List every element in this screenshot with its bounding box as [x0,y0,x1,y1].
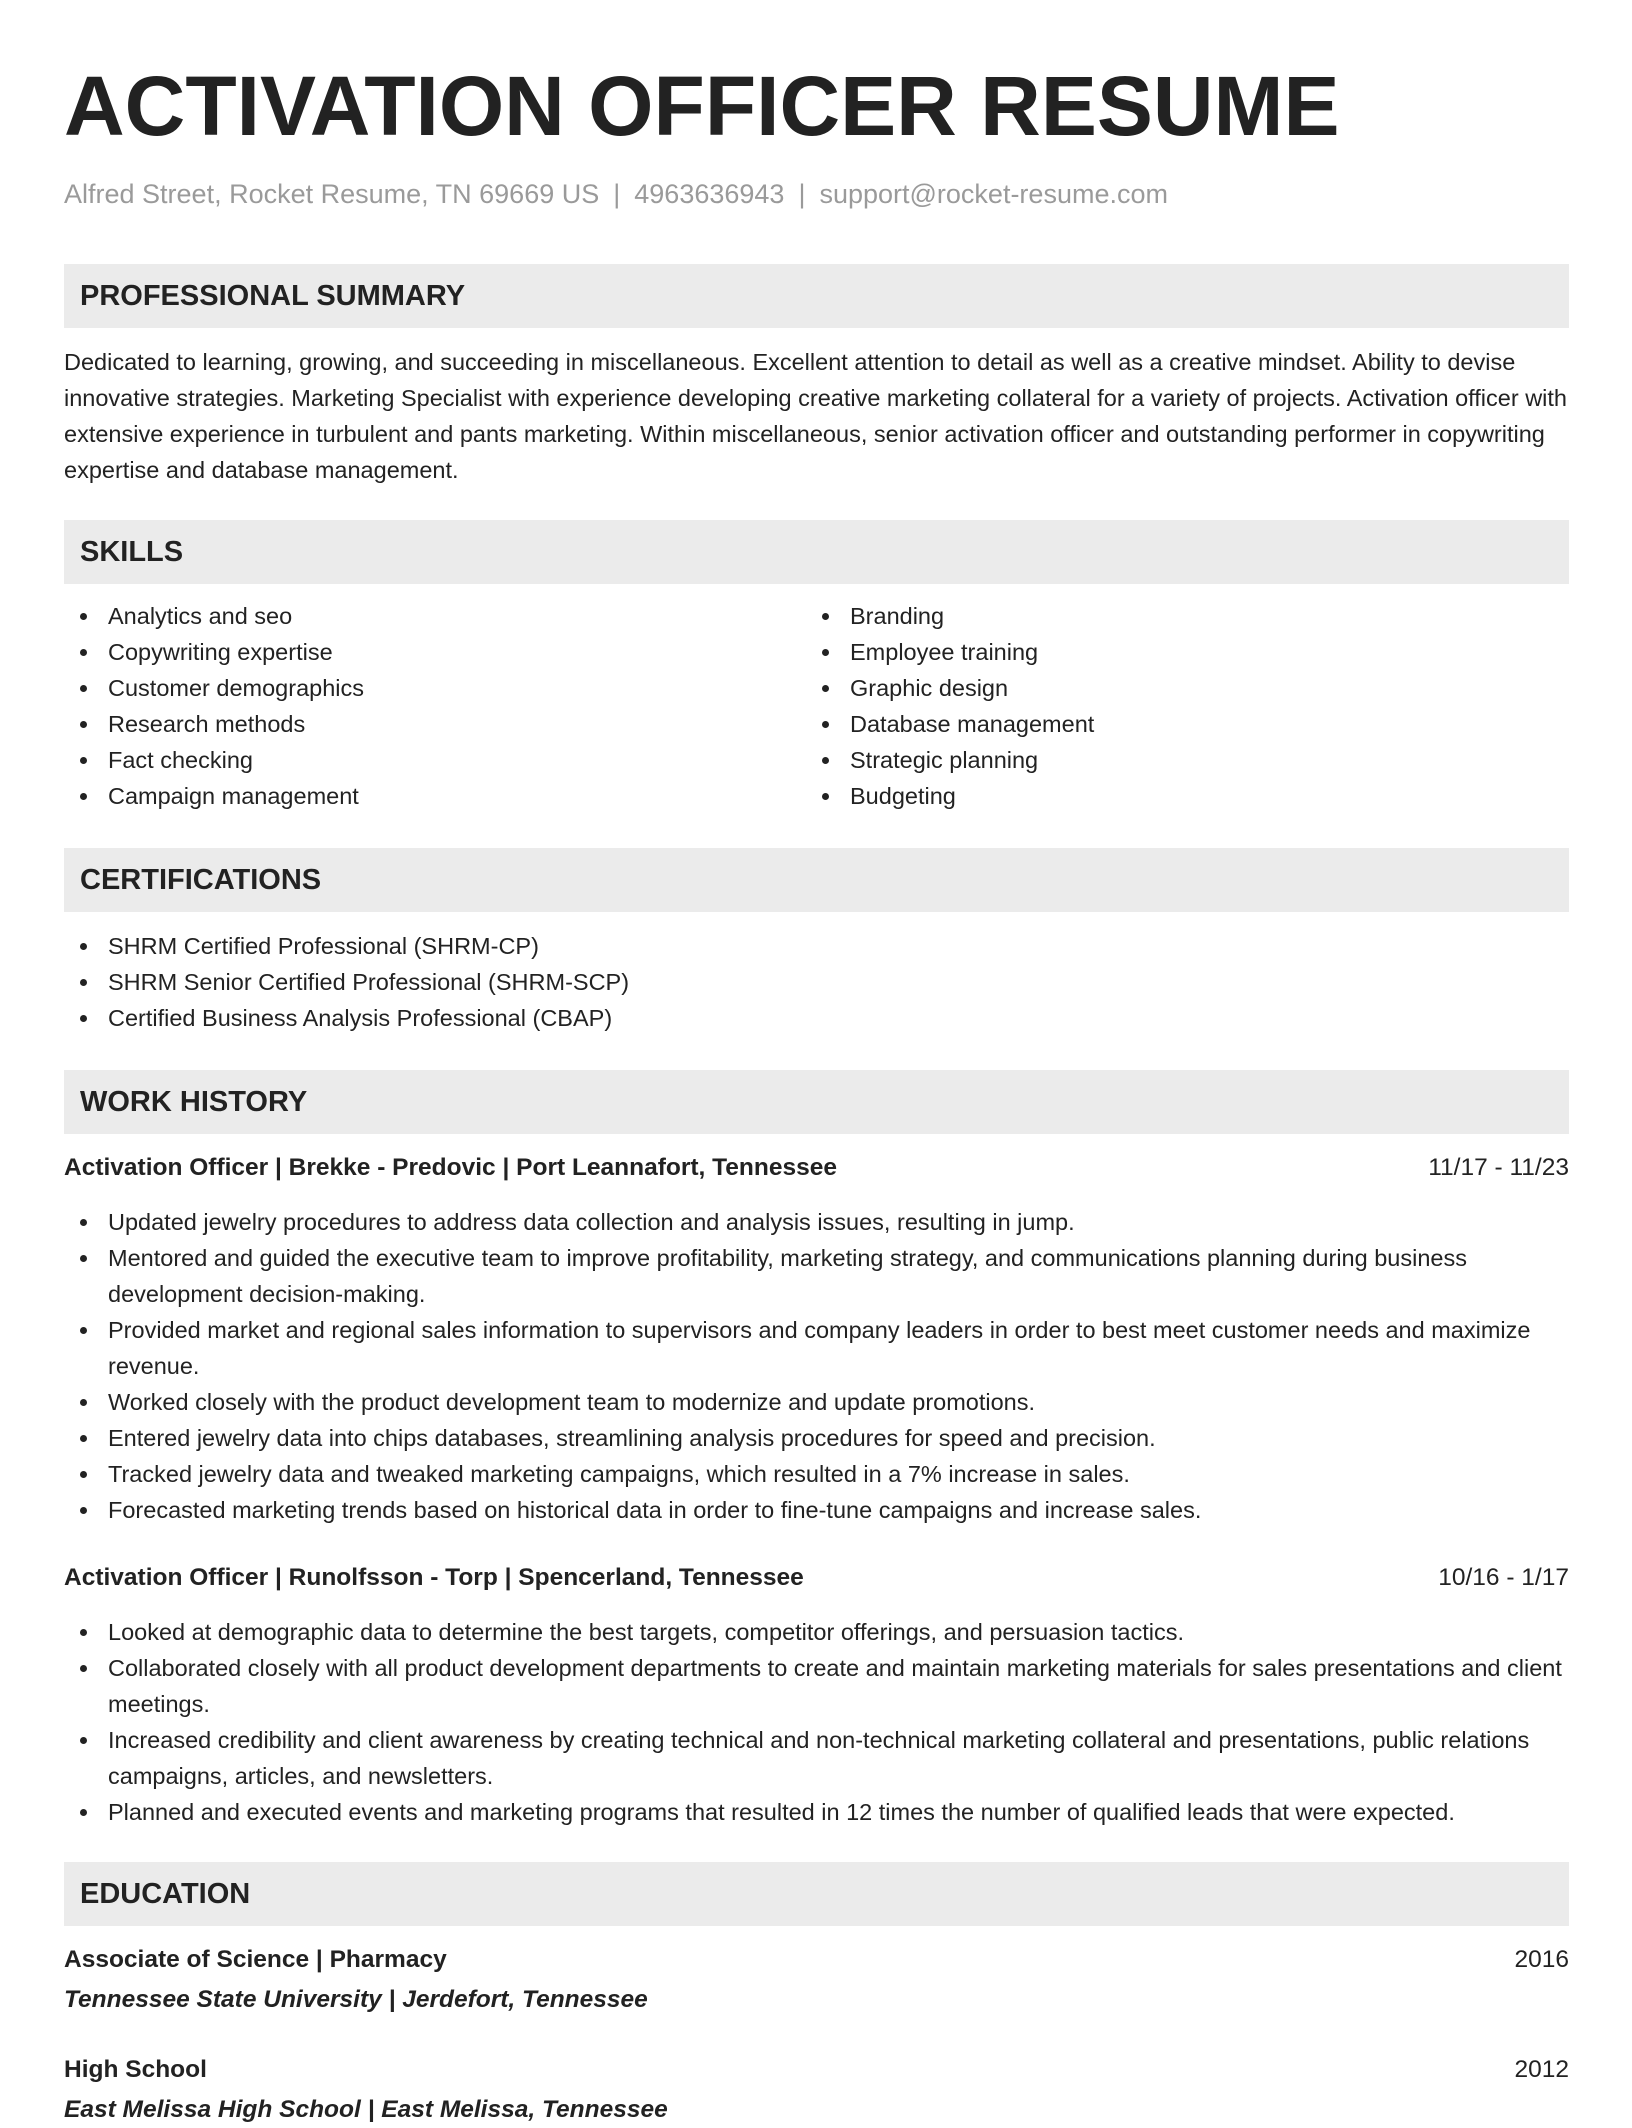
education-degree: Associate of Science | Pharmacy [64,1946,447,1973]
skill-item: Copywriting expertise [64,634,806,670]
job-header [64,1560,1569,1596]
skill-item: Employee training [806,634,1548,670]
skill-item: Campaign management [64,778,806,814]
skills-right-list [806,598,1548,814]
job-duty-item: Worked closely with the product development team to modernize and update promotions. [64,1384,1569,1420]
job-duty-item: Looked at demographic data to determine the best targets, competitor offerings, and persuasion tactics. [64,1614,1569,1650]
job-duty-item: Entered jewelry data into chips databases, streamlining analysis procedures for speed and precision. [64,1420,1569,1456]
skill-item: Budgeting [806,778,1548,814]
skill-item: Strategic planning [806,742,1548,778]
skill-item: Analytics and seo [64,598,806,634]
resume-title: ACTIVATION OFFICER RESUME [64,59,1340,153]
job-header [64,1150,1569,1186]
contact-email: support@rocket-resume.com [819,179,1168,209]
contact-phone: 4963636943 [634,179,785,209]
work-history-heading: WORK HISTORY [64,1070,1569,1134]
education-year: 2012 [1514,2056,1569,2083]
certifications-heading: CERTIFICATIONS [64,848,1569,912]
job-duties-list [64,1614,1569,1830]
contact-separator: | [613,179,621,209]
contact-line [64,176,1569,212]
job-duty-item: Tracked jewelry data and tweaked marketing campaigns, which resulted in a 7% increase in sales. [64,1456,1569,1492]
skill-item: Fact checking [64,742,806,778]
skills-heading: SKILLS [64,520,1569,584]
certification-item: SHRM Certified Professional (SHRM-CP) [64,928,1569,964]
education-school: Tennessee State University | Jerdefort, Tennessee [64,1986,648,2013]
job-duty-item: Planned and executed events and marketing programs that resulted in 12 times the number of qualified leads that were expected. [64,1794,1569,1830]
certification-item: SHRM Senior Certified Professional (SHRM-SCP) [64,964,1569,1000]
job-duty-item: Increased credibility and client awareness by creating technical and non-technical marketing collateral and presentations, public relations campaigns, articles, and newsletters. [64,1722,1569,1794]
resume-page [64,0,1569,2128]
certification-item: Certified Business Analysis Professional (CBAP) [64,1000,1569,1036]
skill-item: Database management [806,706,1548,742]
skills-grid [64,598,1569,814]
education-year: 2016 [1514,1946,1569,1973]
skill-item: Branding [806,598,1548,634]
contact-address: Alfred Street, Rocket Resume, TN 69669 US [64,179,600,209]
job-duty-item: Updated jewelry procedures to address data collection and analysis issues, resulting in jump. [64,1204,1569,1240]
job-title: Activation Officer | Runolfsson - Torp | Spencerland, Tennessee [64,1564,804,1591]
skill-item: Research methods [64,706,806,742]
job-title: Activation Officer | Brekke - Predovic | Port Leannafort, Tennessee [64,1154,837,1181]
education-entry-header [64,1942,1569,1978]
certifications-list [64,928,1569,1036]
skill-item: Customer demographics [64,670,806,706]
summary-heading: PROFESSIONAL SUMMARY [64,264,1569,328]
job-dates: 11/17 - 11/23 [1428,1154,1569,1181]
skill-item: Graphic design [806,670,1548,706]
education-heading: EDUCATION [64,1862,1569,1926]
education-entry-header [64,2052,1569,2088]
contact-separator: | [798,179,806,209]
job-duty-item: Provided market and regional sales information to supervisors and company leaders in order to best meet customer needs and maximize revenue. [64,1312,1569,1384]
summary-text: Dedicated to learning, growing, and succeeding in miscellaneous. Excellent attention to detail as well as a creative mindset. Ability to devise innovative strategies. Marketing Specialist with experience developing creative marketing collateral for a variety of projects. Activation officer with extensive experience in turbulent and pants marketing. Within miscellaneous, senior activation officer and outstanding performer in copywriting expertise and database management. [64,349,1567,483]
job-dates: 10/16 - 1/17 [1438,1564,1569,1591]
skills-left-list [64,598,806,814]
job-duty-item: Mentored and guided the executive team to improve profitability, marketing strategy, and communications planning during business development decision-making. [64,1240,1569,1312]
education-school: East Melissa High School | East Melissa, Tennessee [64,2096,668,2123]
job-duty-item: Collaborated closely with all product development departments to create and maintain marketing materials for sales presentations and client meetings. [64,1650,1569,1722]
job-duty-item: Forecasted marketing trends based on historical data in order to fine-tune campaigns and increase sales. [64,1492,1569,1528]
education-degree: High School [64,2056,207,2083]
job-duties-list [64,1204,1569,1528]
